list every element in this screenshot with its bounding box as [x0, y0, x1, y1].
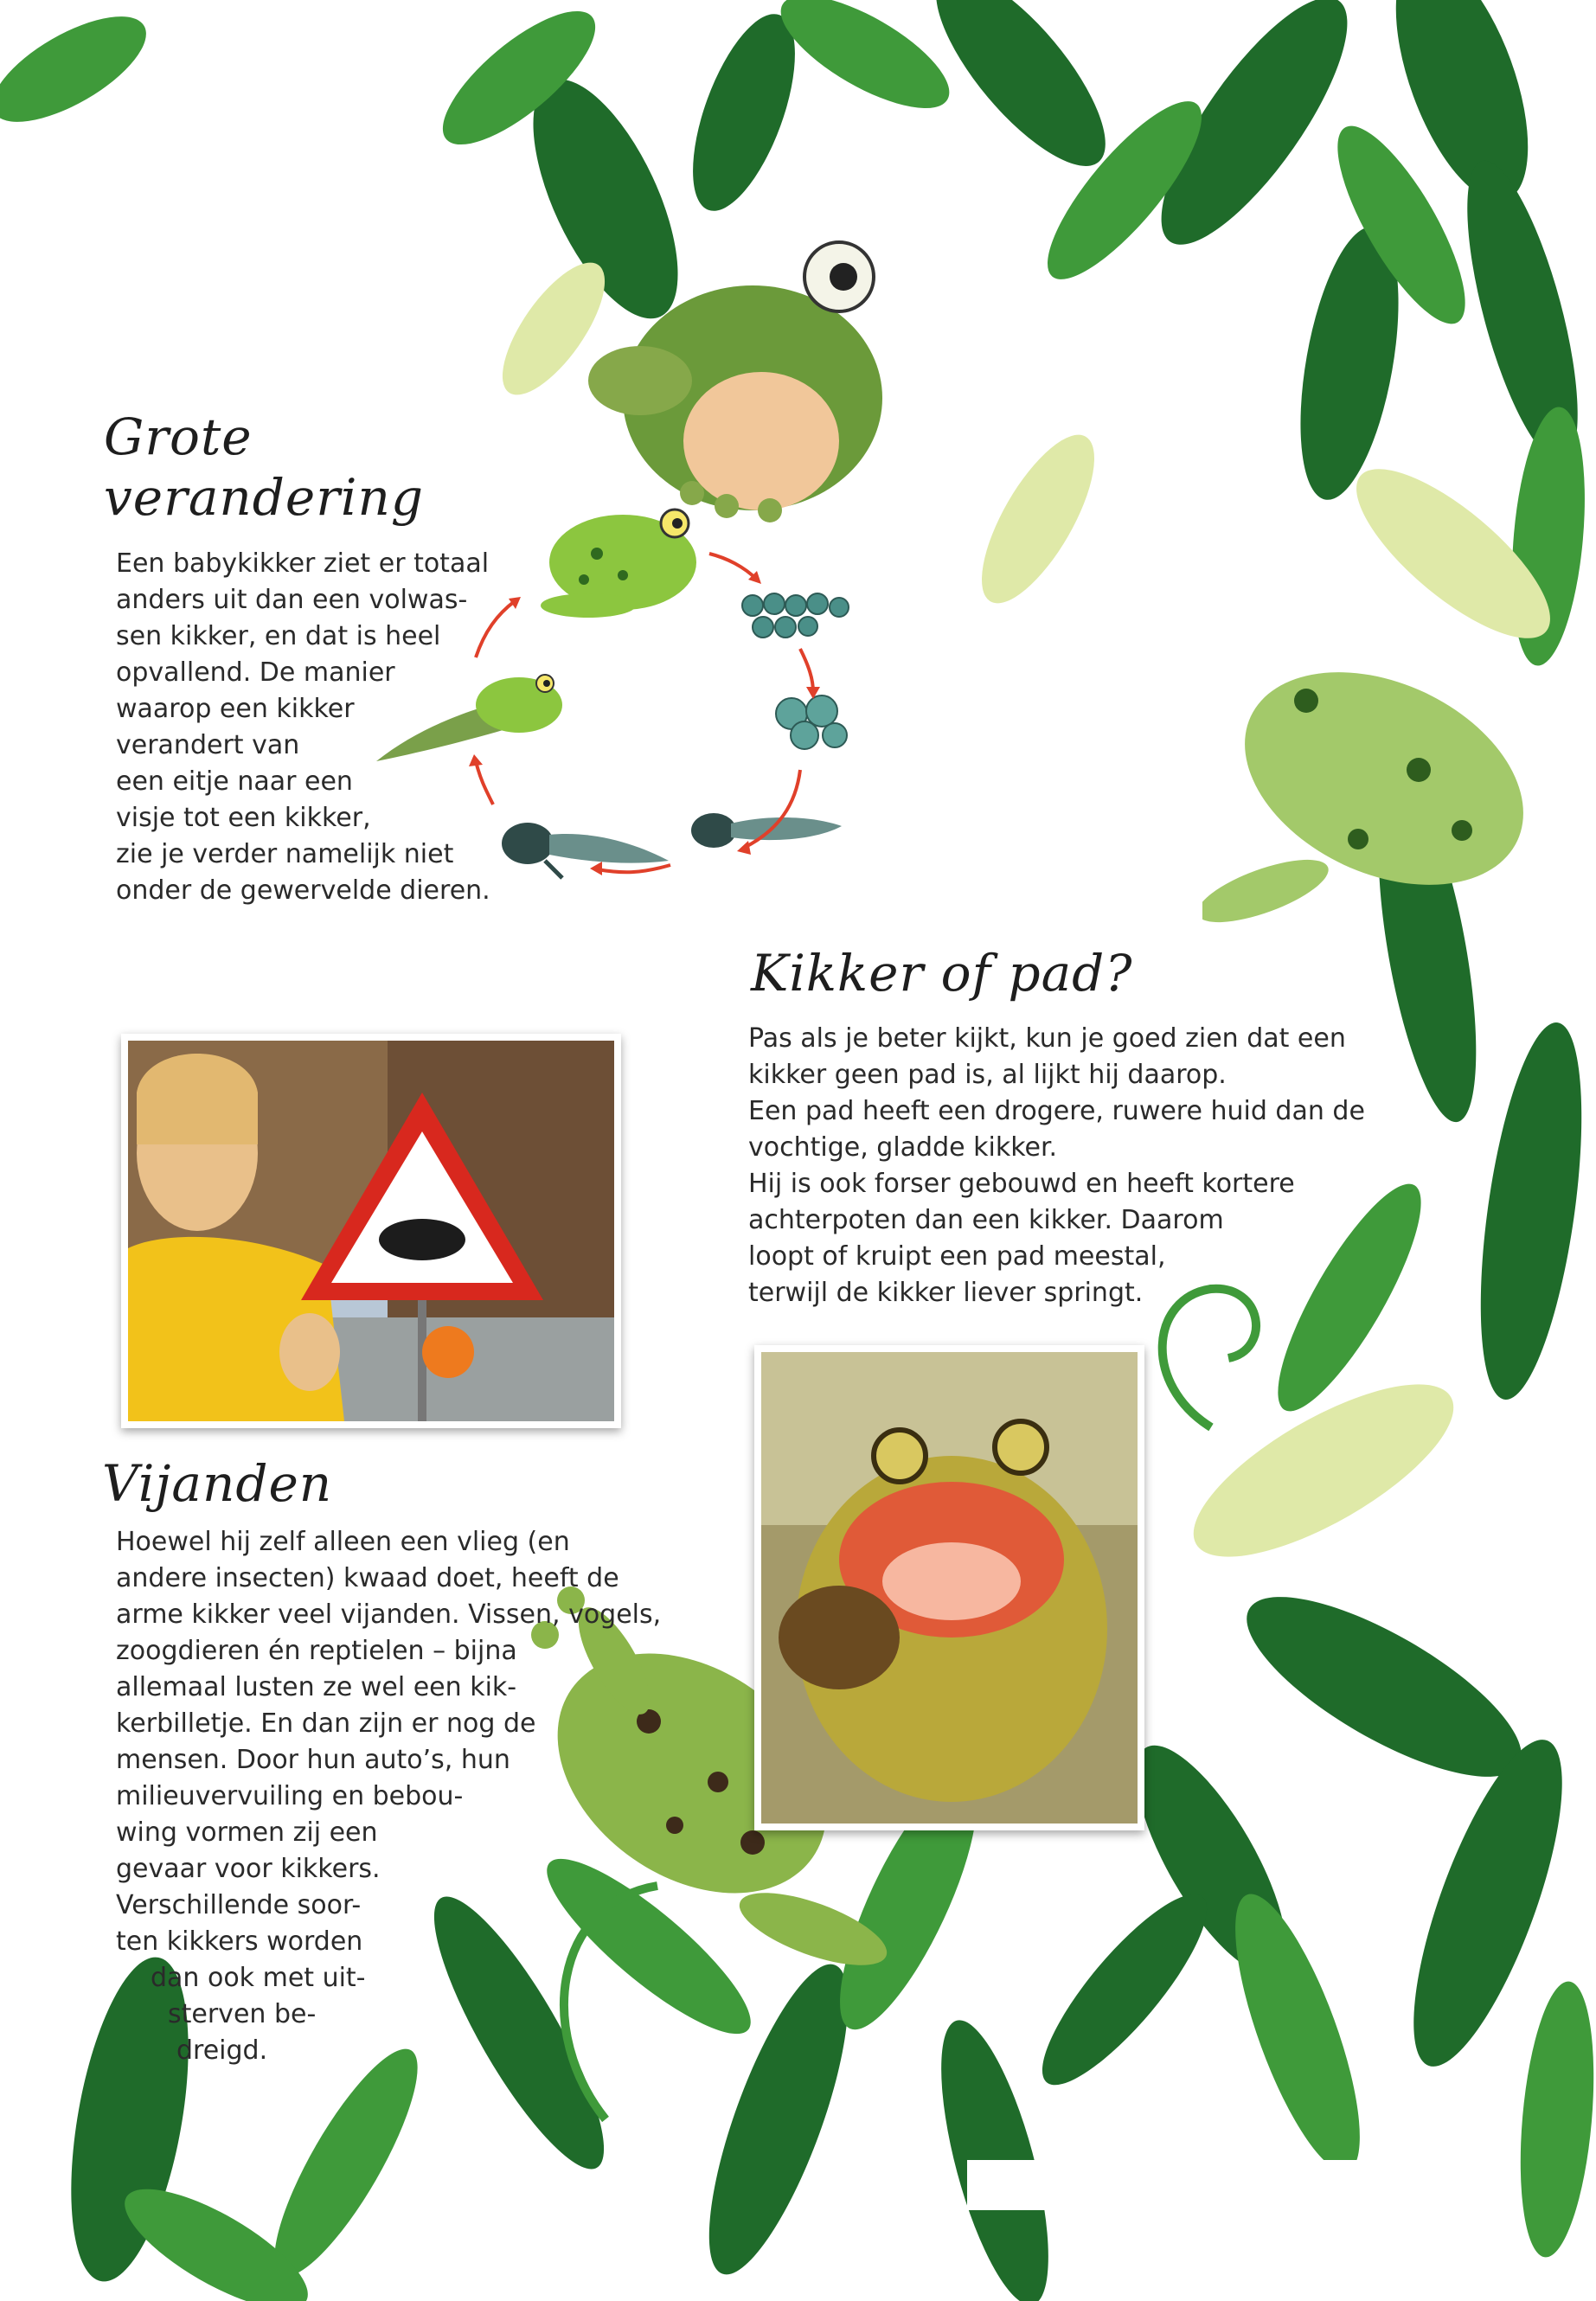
text-line: waarop een kikker	[116, 694, 355, 724]
photo-girl-toad-sign	[121, 1034, 621, 1428]
text-line: ten kikkers worden	[116, 1926, 363, 1957]
text-line: Een pad heeft een drogere, ruwere huid dan de	[748, 1096, 1365, 1126]
section-title-kikker-of-pad: Kikker of pad?	[751, 944, 1133, 1003]
frog-illustration-icon	[1202, 640, 1566, 952]
section-title-grote-verandering	[104, 407, 502, 528]
title-line: Grote	[104, 407, 253, 466]
text-line: anders uit dan een volwas-	[116, 585, 468, 615]
section-body-grote-verandering	[116, 546, 566, 909]
text-line: wing vormen zij een	[116, 1817, 378, 1848]
text-line: visje tot een kikker,	[116, 803, 371, 833]
text-line: gevaar voor kikkers.	[116, 1854, 381, 1884]
text-line: arme kikker veel vijanden. Vissen, vogels,	[116, 1599, 662, 1630]
text-line: opvallend. De manier	[116, 657, 395, 688]
text-line: zie je verder namelijk niet	[116, 839, 454, 869]
text-line: vochtige, gladde kikker.	[748, 1132, 1058, 1163]
text-line: sen kikker, en dat is heel	[116, 621, 441, 651]
page-number: 5	[1449, 2148, 1484, 2211]
text-line: andere insecten) kwaad doet, heeft de	[116, 1563, 619, 1593]
text-line: een eitje naar een	[116, 766, 353, 797]
text-line: onder de gewervelde dieren.	[116, 875, 490, 906]
text-line: sterven be-	[168, 1999, 317, 2029]
text-line: Hij is ook forser gebouwd en heeft kortere	[748, 1169, 1295, 1199]
frog-open-mouth-photo	[761, 1352, 1138, 1823]
text-line: allemaal lusten ze wel een kik-	[116, 1672, 517, 1702]
toad-crossing-sign-photo	[128, 1041, 614, 1421]
text-line: Een babykikker ziet er totaal	[116, 548, 490, 579]
page-number-bar	[967, 2160, 1417, 2210]
text-line: kerbilletje. En dan zijn er nog de	[116, 1708, 536, 1739]
text-line: loopt of kruipt een pad meestal,	[748, 1241, 1166, 1272]
section-body-kikker-of-pad	[748, 1021, 1371, 1311]
text-line: achterpoten dan een kikker. Daarom	[748, 1205, 1224, 1235]
section-body-vijanden	[116, 1524, 662, 2069]
text-line: dreigd.	[176, 2035, 268, 2066]
text-line: Verschillende soor-	[116, 1890, 362, 1920]
text-line: Pas als je beter kijkt, kun je goed zien dat een	[748, 1023, 1346, 1054]
title-line: verandering	[104, 468, 424, 527]
text-line: dan ook met uit-	[151, 1963, 366, 1993]
text-line: milieuvervuiling en bebou-	[116, 1781, 464, 1811]
text-line: verandert van	[116, 730, 300, 760]
text-line: kikker geen pad is, al lijkt hij daarop.	[748, 1060, 1227, 1090]
text-line: Hoewel hij zelf alleen een vlieg (en	[116, 1527, 570, 1557]
photo-frog-open-mouth	[754, 1345, 1144, 1830]
text-line: zoogdieren én reptielen – bijna	[116, 1636, 517, 1666]
text-line: mensen. Door hun auto’s, hun	[116, 1745, 510, 1775]
text-line: terwijl de kikker liever springt.	[748, 1278, 1144, 1308]
section-title-vijanden: Vijanden	[102, 1454, 333, 1513]
